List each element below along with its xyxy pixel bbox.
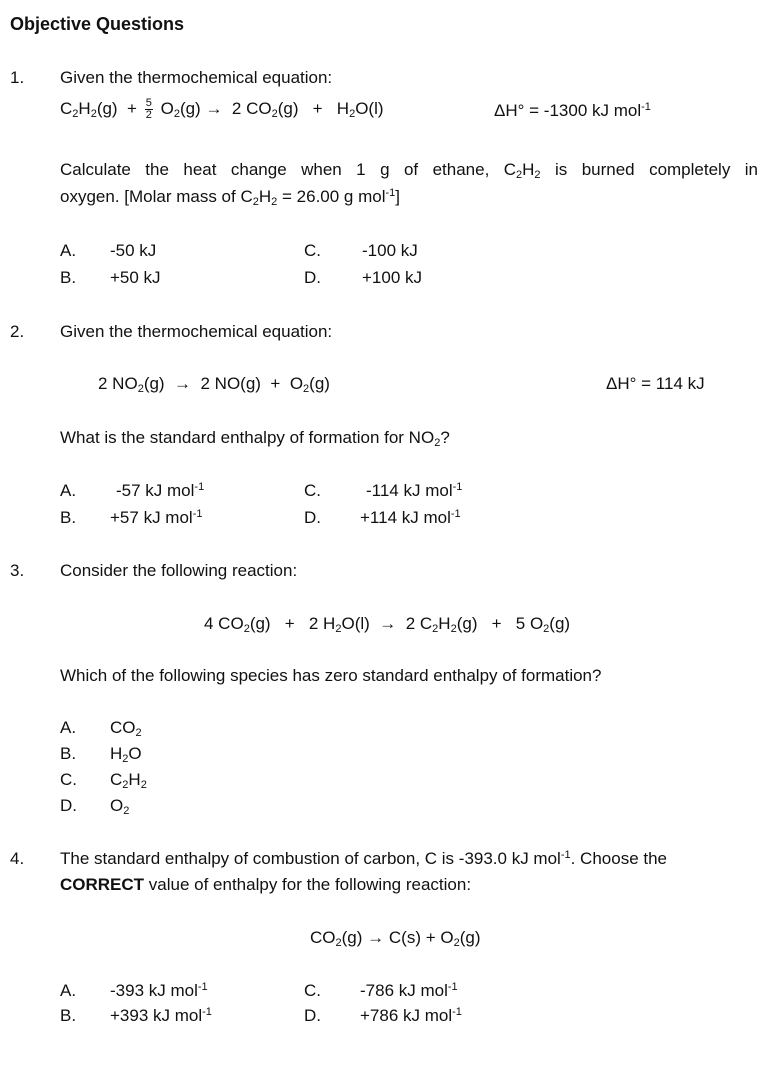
q4-question-line2: CORRECT value of enthalpy for the following reaction: — [60, 875, 472, 894]
q2-number: 2. — [10, 322, 25, 341]
q4-option-c-letter[interactable]: C. — [304, 981, 321, 1000]
q1-intro: Given the thermochemical equation: — [60, 68, 333, 87]
q1-question-line2: oxygen. [Molar mass of $C_2H_2 = 26.00$ g mol$^{-1}$] — [60, 187, 401, 208]
q1-option-a[interactable]: -50 kJ — [110, 241, 157, 260]
q4-option-b-letter[interactable]: B. — [60, 1006, 77, 1025]
q2-question: What is the standard enthalpy of formation for $NO_2$? — [60, 428, 450, 449]
q2-option-c-letter[interactable]: C. — [304, 481, 321, 500]
q3-number: 3. — [10, 561, 25, 580]
arrow-icon: → — [205, 98, 223, 118]
q4-question-line1: The standard enthalpy of combustion of carbon, C is -393.0 kJ mol$^{-1}$. Choose the — [60, 849, 668, 868]
q1-option-d[interactable]: +100 kJ — [362, 268, 423, 287]
q1-option-c[interactable]: -100 kJ — [362, 241, 418, 260]
q3-question: Which of the following species has zero standard enthalpy of formation? — [60, 666, 602, 685]
q3-option-c[interactable]: $C_2H_2$ — [110, 770, 147, 791]
q4-equation: $CO_2(g) \to C(s) + O_2(g)$ — [310, 928, 481, 949]
q3-option-a[interactable]: $CO_2$ — [110, 718, 142, 739]
arrow-icon: → — [174, 374, 192, 393]
q1-option-c-letter[interactable]: C. — [304, 241, 321, 260]
q2-option-b-letter[interactable]: B. — [60, 508, 77, 527]
q3-option-c-letter[interactable]: C. — [60, 770, 77, 789]
q3-intro: Consider the following reaction: — [60, 561, 298, 580]
q3-option-a-letter[interactable]: A. — [60, 718, 77, 737]
q2-option-c[interactable]: -114 kJ mol$^{-1}$ — [366, 481, 463, 500]
q4-option-b[interactable]: +393 kJ mol$^{-1}$ — [110, 1006, 212, 1025]
q2-option-a-letter[interactable]: A. — [60, 481, 77, 500]
q2-intro: Given the thermochemical equation: — [60, 322, 333, 341]
q2-enthalpy: ΔH° = 114 kJ — [606, 374, 705, 393]
q1-number: 1. — [10, 68, 25, 87]
q4-option-d[interactable]: +786 kJ mol$^{-1}$ — [360, 1006, 462, 1025]
q3-option-b[interactable]: $H_2O$ — [110, 744, 142, 765]
q1-question-line1: Calculate the heat change when 1 g of ethane, $C_2H_2$ is burned completely in — [60, 160, 758, 181]
q2-option-b[interactable]: +57 kJ mol$^{-1}$ — [110, 508, 203, 527]
q4-option-c[interactable]: -786 kJ mol$^{-1}$ — [360, 981, 458, 1000]
q2-option-d[interactable]: +114 kJ mol$^{-1}$ — [360, 508, 461, 527]
q1-enthalpy: ΔH° = -1300 kJ mol$^{-1}$ — [494, 101, 651, 120]
q4-option-a[interactable]: -393 kJ mol$^{-1}$ — [110, 981, 208, 1000]
q3-option-d-letter[interactable]: D. — [60, 796, 77, 815]
q4-option-a-letter[interactable]: A. — [60, 981, 77, 1000]
q4-option-d-letter[interactable]: D. — [304, 1006, 321, 1025]
q4-number: 4. — [10, 849, 25, 868]
q3-equation: 4 $CO_2(g)$ + 2 $H_2O(l) \to 2$ $C_2H_2(g)$ + 5 $O_2(g)$ — [204, 614, 571, 635]
q1-option-d-letter[interactable]: D. — [304, 268, 321, 287]
page-title: Objective Questions — [10, 14, 185, 34]
q1-equation: $C_2H_2(g)$ + $\frac{5}{2}$ $O_2(g) \to 2$ $CO_2(g)$ + $H_2O(l)$ — [60, 97, 384, 121]
q2-option-a[interactable]: -57 kJ mol$^{-1}$ — [116, 481, 205, 500]
q1-option-b-letter[interactable]: B. — [60, 268, 77, 287]
q2-equation: 2 $NO_2(g) \to 2$ $NO(g) + O_2(g)$ — [98, 374, 330, 395]
q1-fraction: $\frac{5}{2}$ — [145, 97, 152, 121]
q1-option-a-letter[interactable]: A. — [60, 241, 77, 260]
arrow-icon: → — [367, 928, 385, 947]
q2-option-d-letter[interactable]: D. — [304, 508, 321, 527]
arrow-icon: → — [379, 614, 397, 633]
q1-option-b[interactable]: +50 kJ — [110, 268, 161, 287]
q3-option-b-letter[interactable]: B. — [60, 744, 77, 763]
q3-option-d[interactable]: $O_2$ — [110, 796, 130, 817]
